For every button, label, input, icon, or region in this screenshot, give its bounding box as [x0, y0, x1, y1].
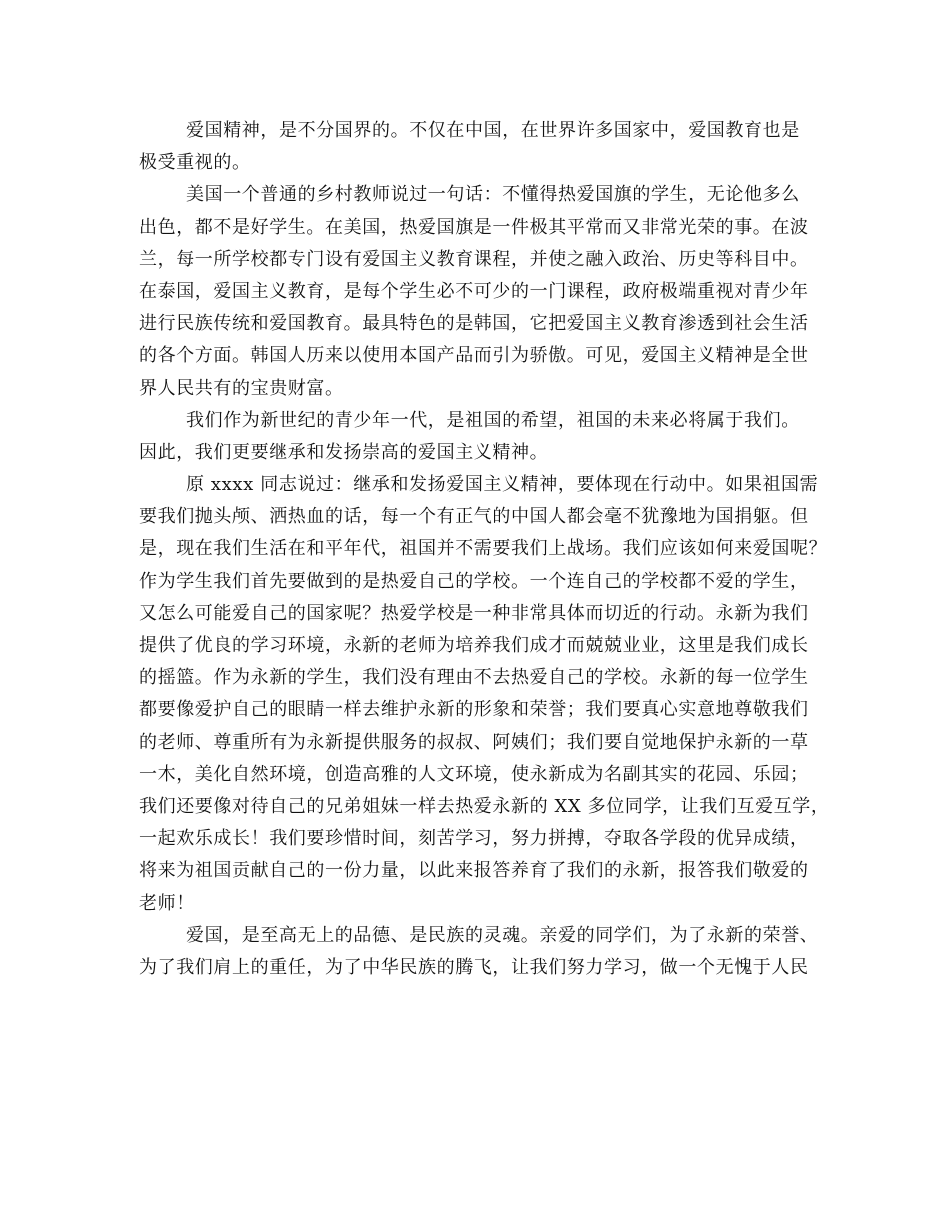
- text-line: 爱国，是至高无上的品德、是民族的灵魂。亲爱的同学们，为了永新的荣誉、: [186, 924, 819, 946]
- text-line: 作为学生我们首先要做到的是热爱自己的学校。一个连自己的学校都不爱的学生，: [139, 570, 809, 592]
- text-line: 原 xxxx 同志说过：继承和发扬爱国主义精神，要体现在行动中。如果祖国需: [186, 474, 819, 496]
- document-body: [139, 115, 830, 984]
- paragraph-4: [139, 469, 830, 920]
- text-line: 的摇篮。作为永新的学生，我们没有理由不去热爱自己的学校。永新的每一位学生: [139, 667, 809, 689]
- text-line: 提供了优良的学习环境，永新的老师为培养我们成才而兢兢业业，这里是我们成长: [139, 635, 809, 656]
- text-line: 的各个方面。韩国人历来以使用本国产品而引为骄傲。可见，爱国主义精神是全世: [139, 345, 809, 367]
- paragraph-2: [139, 179, 814, 404]
- paragraph-3: [139, 405, 814, 469]
- paragraph-5: [139, 920, 819, 984]
- text-line: 我们还要像对待自己的兄弟姐妹一样去热爱永新的 XX 多位同学，让我们互爱互学，: [139, 795, 830, 817]
- text-line: 兰，每一所学校都专门设有爱国主义教育课程，并使之融入政治、历史等科目中。: [139, 248, 809, 270]
- text-line: 界人民共有的宝贵财富。: [139, 377, 344, 399]
- text-line: 在泰国，爱国主义教育，是每个学生必不可少的一门课程，政府极端重视对青少年: [139, 280, 809, 302]
- text-line: 要我们抛头颅、洒热血的话，每一个有正气的中国人都会毫不犹豫地为国捐躯。但: [139, 506, 809, 528]
- text-line: 一起欢乐成长！我们要珍惜时间，刻苦学习，努力拼搏，夺取各学段的优异成绩，: [139, 828, 809, 850]
- text-line: 因此，我们更要继承和发扬崇高的爱国主义精神。: [139, 441, 549, 463]
- text-line: 极受重视的。: [139, 152, 251, 174]
- paragraph-1: [139, 115, 814, 179]
- text-line: 是，现在我们生活在和平年代，祖国并不需要我们上战场。我们应该如何来爱国呢？: [139, 538, 828, 560]
- text-line: 爱国精神，是不分国界的。不仅在中国，在世界许多国家中，爱国教育也是: [186, 120, 800, 141]
- text-line: 老师！: [139, 892, 195, 914]
- text-line: 出色，都不是好学生。在美国，热爱国旗是一件极其平常而又非常光荣的事。在波: [139, 216, 809, 238]
- text-line: 都要像爱护自己的眼睛一样去维护永新的形象和荣誉；我们要真心实意地尊敬我们: [139, 699, 809, 721]
- text-line: 我们作为新世纪的青少年一代，是祖国的希望，祖国的未来必将属于我们。: [186, 409, 800, 431]
- text-line: 一木，美化自然环境，创造高雅的人文环境，使永新成为名副其实的花园、乐园；: [139, 763, 809, 785]
- text-line: 进行民族传统和爱国教育。最具特色的是韩国，它把爱国主义教育渗透到社会生活: [139, 313, 809, 335]
- text-line: 为了我们肩上的重任，为了中华民族的腾飞，让我们努力学习，做一个无愧于人民: [139, 956, 809, 978]
- text-line: 将来为祖国贡献自己的一份力量，以此来报答养育了我们的永新，报答我们敬爱的: [139, 860, 809, 882]
- text-line: 美国一个普通的乡村教师说过一句话：不懂得热爱国旗的学生，无论他多么: [186, 184, 800, 206]
- text-line: 又怎么可能爱自己的国家呢？热爱学校是一种非常具体而切近的行动。永新为我们: [139, 602, 809, 624]
- text-line: 的老师、尊重所有为永新提供服务的叔叔、阿姨们；我们要自觉地保护永新的一草: [139, 731, 809, 753]
